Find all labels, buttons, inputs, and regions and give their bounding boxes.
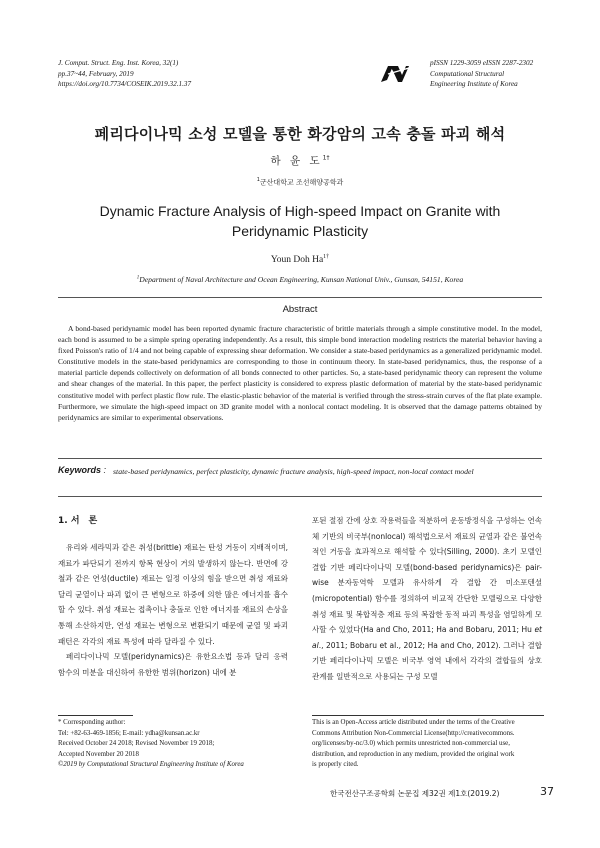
footnote-contact[interactable]: Tel: +82-63-469-1856; E-mail: ydha@kunsan.ac.kr — [58, 729, 200, 737]
paragraph-3-part-a: 포된 절점 간에 상호 작용력들을 적분하여 운동방정식을 구성하는 연속체 기반의 비국부(nonlocal) 해석법으로서 재료의 균열과 같은 불연속적인 거동을 효과적으로 해석할 수 있다(Silling, 2000). 초기 모델인 결합 기반 페리다이나믹 모델(bond-based peridynamics)은 pair-wise 분자동역학 모델과 유사하게 각 결합 간 미소포텐셜(micropotential) 함수를 정의하여 비교적 간단한 모델링으로 다양한 취성 재료 및 복합적층 재료 등의 복잡한 동적 파괴 특성을 염밀하게 모사할 수 있었다(Ha and Cho, 2011; Ha and Bobaru, 2011; Hu — [312, 516, 542, 635]
journal-logo-icon — [380, 63, 410, 83]
license-rule — [312, 715, 544, 716]
english-affiliation-mark: 1 — [136, 275, 140, 281]
footnote-copyright: ©2019 by Computational Structural Engineering Institute of Korea — [58, 761, 244, 768]
abstract-heading: Abstract — [282, 304, 318, 315]
english-title-line2: Peridynamic Plasticity — [231, 223, 369, 239]
paragraph-3-part-b: ., 2011; Bobaru et al., 2012; Ha and Cho, 2012). 그러나 결합 기반 페리다이나믹 모델은 비국부 영역 내에서 각각의 결합들의 상호 관계를 일반적으로 사용되는 구성 모델 — [312, 640, 542, 681]
keywords-separator: : — [103, 465, 107, 475]
license-line-1: This is an Open-Access article distributed under the terms of the Creative — [312, 719, 515, 726]
korean-affiliation — [0, 177, 600, 187]
paragraph-1: 유리와 세라믹과 같은 취성(brittle) 재료는 탄성 거동이 지배적이며, 재료가 파단되기 전까지 항복 현상이 거의 발생하지 않는다. 반면에 강철과 같은 연성(ductile) 재료는 일정 이상의 힘을 받으면 취성 재료와 달리 균열이나 파괴 없이 큰 변형으로 하중에 의한 많은 에너지를 흡수할 수 있다. 취성 재료는 접촉이나 충돌로 인한 에너지를 재료의 손상을 통해 소산하지만, 연성 재료는 변형으로 변환되기 때문에 균열 및 파괴 패턴은 각각의 재료 특성에 따라 달라질 수 있다. — [58, 543, 288, 646]
left-column — [58, 540, 288, 680]
korean-title: 페리다이나믹 소성 모델을 통한 화강암의 고속 충돌 파괴 해석 — [94, 125, 506, 143]
license-line-2[interactable]: Commons Attribution Non-Commercial License(http://creativecommons. — [312, 729, 515, 737]
license-line-5: is properly cited. — [312, 761, 359, 768]
paragraph-2: 페리다이나믹 모델(peridynamics)은 유한요소법 등과 달리 응력 함수의 미분을 대신하여 유한한 범위(horizon) 내에 분 — [58, 652, 288, 677]
society-name-line1: Computational Structural — [430, 69, 505, 78]
korean-affiliation-text: 군산대학교 조선해양공학과 — [259, 178, 344, 187]
journal-citation: J. Comput. Struct. Eng. Inst. Korea, 32(1) — [58, 59, 179, 67]
english-affiliation-text: Department of Naval Architecture and Ocean Engineering, Kunsan National Univ., Gunsan, 54151, Korea — [139, 275, 464, 284]
english-author-mark: 1† — [323, 254, 330, 260]
journal-footer: 한국전산구조공학회 논문집 제32권 제1호(2019.2) — [330, 789, 500, 798]
paragraph-3 — [312, 513, 542, 685]
keywords-label — [58, 465, 106, 475]
keywords-bottom-rule — [58, 496, 542, 497]
journal-doi[interactable]: https://doi.org/10.7734/COSEIK.2019.32.1.37 — [58, 80, 192, 88]
english-affiliation — [0, 275, 600, 284]
footnote-rule — [58, 715, 133, 716]
abstract-top-rule — [58, 297, 542, 298]
korean-affiliation-mark: 1 — [256, 177, 260, 183]
society-name-line2: Engineering Institute of Korea — [430, 80, 518, 88]
right-column — [312, 513, 542, 685]
page-number: 37 — [540, 785, 554, 798]
section-heading: 1. 서 론 — [58, 516, 98, 526]
abstract-bottom-rule — [58, 458, 542, 459]
english-title — [40, 201, 560, 241]
issn-info — [430, 58, 533, 90]
footnote-corresponding: * Corresponding author: — [58, 719, 126, 726]
keywords-label-text: Keywords — [58, 465, 102, 475]
korean-author-mark: 1† — [322, 154, 330, 162]
english-author — [0, 254, 600, 265]
license-line-3: org/licenses/by-nc/3.0) which permits unrestricted non-commercial use, — [312, 740, 510, 747]
journal-info — [58, 58, 191, 90]
paragraph-3-etal: et al — [312, 625, 542, 650]
issn-numbers: pISSN 1229-3059 eISSN 2287-2302 — [430, 59, 534, 67]
license-note — [312, 718, 544, 771]
footnote-accepted: Accepted November 20 2018 — [58, 750, 139, 758]
english-author-name: Youn Doh Ha — [270, 255, 324, 266]
author-footnote — [58, 718, 293, 771]
footnote-received: Received October 24 2018; Revised November 19 2018; — [58, 740, 215, 747]
english-title-line1: Dynamic Fracture Analysis of High-speed Impact on Granite with — [99, 203, 501, 219]
keywords-list: state-based peridynamics, perfect plasticity, dynamic fracture analysis, high-speed impact, non-local contact model — [113, 467, 474, 476]
korean-author — [0, 153, 600, 168]
license-line-4: distribution, and reproduction in any medium, provided the original work — [312, 750, 515, 758]
journal-pages: pp.37~44, February, 2019 — [58, 69, 134, 78]
korean-author-name: 하 윤 도 — [270, 155, 323, 167]
abstract-body: A bond-based peridynamic model has been reported dynamic fracture characteristic of brittle materials through a simple constitutive model. In the model, each bond is assumed to be a simple spring operating independently. As a result, this simple bond interaction modeling restricts the material behavior having a fixed Poisson's ratio of 1/4 and not being capable of expressing shear deformation. We consider a state-based peridynamics as a generalized peridynamic model. Constitutive models in the state-based peridynamics are corresponding to those in continuum theory. In state-based peridynamics, thus, the response of a material particle depends collectively on deformation of all bonds connected to other particles. So, a state-based peridynamic theory can represent the volume and shear changes of the material. In this paper, the perfect plasticity is considered to express plastic deformation of material by the state-based peridynamic constitutive model with perfect plastic flow rule. The elastic-plastic behavior of the material is verified through the stress-strain curves of the flat plate example. Furthermore, we simulate the high-speed impact on 3D granite model with a nonlocal contact modeling. It is observed that the damage patterns obtained by peridynamics are similar to experimental observations. — [58, 324, 542, 422]
